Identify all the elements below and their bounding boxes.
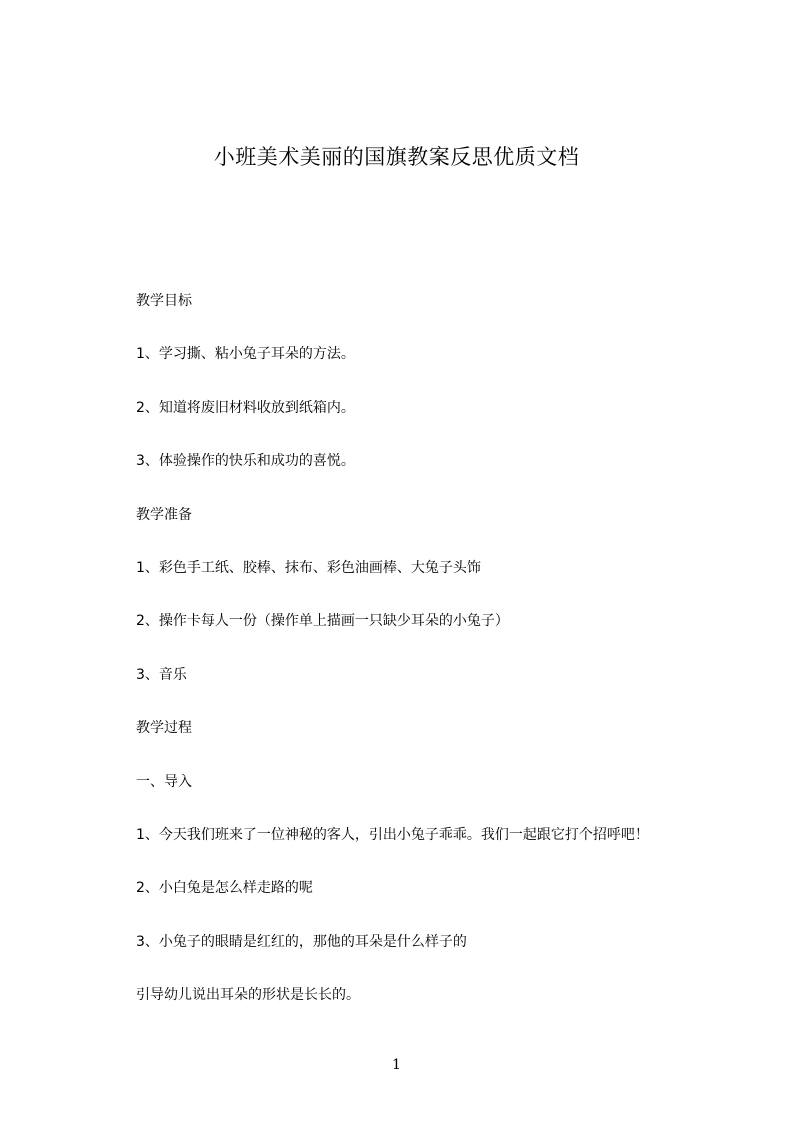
section-heading-preparation: 教学准备 (136, 506, 192, 523)
body-line: 1、彩色手工纸、胶棒、抹布、彩色油画棒、大兔子头饰 (136, 559, 481, 576)
body-line: 引导幼儿说出耳朵的形状是长长的。 (136, 987, 360, 1004)
body-line: 3、小兔子的眼睛是红红的，那他的耳朵是什么样子的 (136, 933, 467, 950)
body-line: 2、知道将废旧材料收放到纸箱内。 (136, 399, 355, 416)
subsection-heading: 一、导入 (136, 773, 192, 790)
body-line: 1、今天我们班来了一位神秘的客人，引出小兔子乖乖。我们一起跟它打个招呼吧！ (136, 826, 649, 843)
body-line: 3、音乐 (136, 666, 187, 683)
document-body (136, 290, 756, 1037)
body-line: 2、操作卡每人一份（操作单上描画一只缺少耳朵的小兔子） (136, 613, 509, 630)
page-number: 1 (392, 1057, 401, 1073)
body-line: 1、学习撕、粘小兔子耳朵的方法。 (136, 346, 355, 363)
section-heading-process: 教学过程 (136, 720, 192, 737)
body-line: 3、体验操作的快乐和成功的喜悦。 (136, 453, 355, 470)
document-title: 小班美术美丽的国旗教案反思优质文档 (213, 145, 580, 169)
body-line: 2、小白兔是怎么样走路的呢 (136, 880, 313, 897)
section-heading-objectives: 教学目标 (136, 293, 192, 309)
